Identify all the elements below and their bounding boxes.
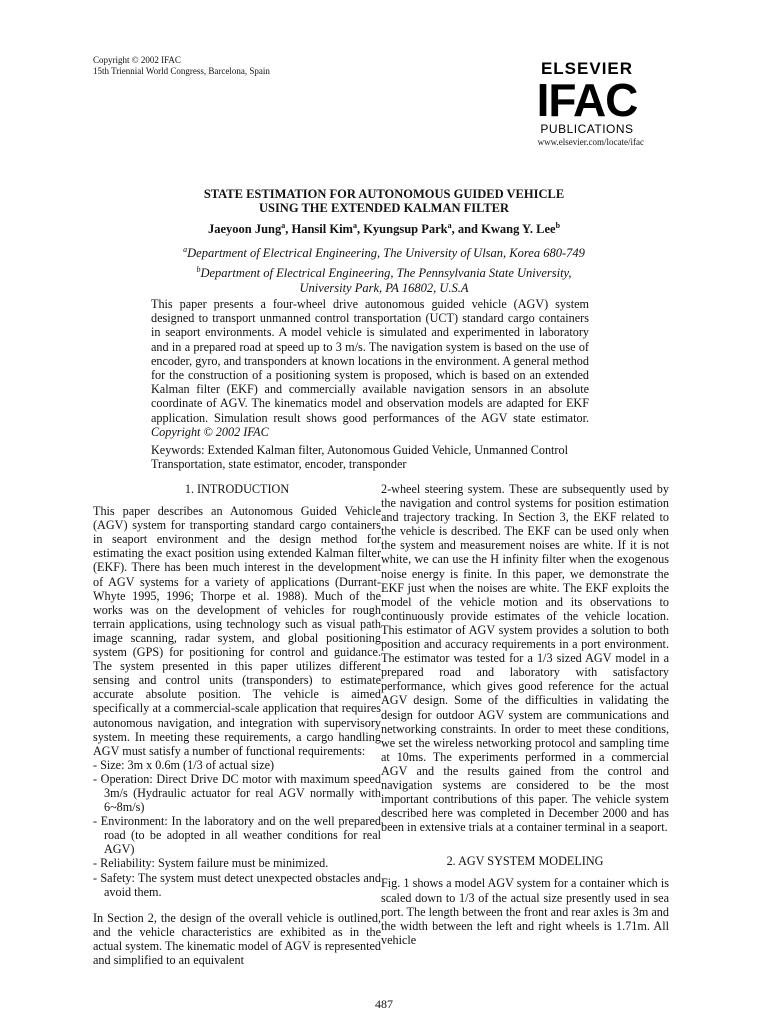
affiliation-a — [120, 242, 648, 262]
author-affil-mark: a — [281, 221, 286, 230]
abstract — [151, 297, 589, 439]
logo-publisher: ELSEVIER — [540, 59, 634, 78]
right-paragraph: 2-wheel steering system. These are subsequently used by the navigation and control systems for position estimation and trajectory tracking. In Section 3, the EKF related to the vehicle is described. The EKF can be used only when the system and measurement noises are white. If it is not white, we can use the H infinity filter when the exogenous noise energy is finite. In this paper, we demonstrate the EKF just when the noises are white. The EKF exploits the model of the vehicle motion and its observations to continuously provide estimates of the vehicle location. This estimator of AGV system provides a solution to both position and accuracy requirements in a port environment. The estimator was tested for a 1/3 sized AGV model in a prepared road and laboratory with satisfactory performance, which gives good reference for the actual AGV design. Some of the difficulties in validating the design for outdoor AGV system are communications and networking constraints. In order to meet these conditions, we set the wireless networking protocol and sampling time at 10ms. The experiments performed in a commercial AGV and the results gained from the control and navigation systems are considered to be the most important contributions of this paper. The vehicle system described here was completed in December 2000 and has been in extensive trials at a container terminal in a seaport. — [381, 482, 669, 835]
author-affil-mark: b — [555, 221, 561, 230]
author-name: Hansil Kim — [291, 222, 353, 237]
affiliations — [120, 242, 648, 297]
list-item: - Operation: Direct Drive DC motor with maximum speed 3m/s (Hydraulic actuator for real AGV normally with 6~8m/s) — [93, 771, 381, 815]
affiliation-b — [120, 262, 648, 282]
author-affil-mark: a — [352, 221, 357, 230]
section-1-heading: 1. INTRODUCTION — [184, 482, 290, 496]
abstract-copyright: Copyright © 2002 IFAC — [151, 424, 269, 439]
requirements-list — [93, 758, 381, 899]
publisher-url: www.elsevier.com/locate/ifac — [537, 137, 644, 147]
page-number: 487 — [375, 997, 393, 1011]
section-2-paragraph: Fig. 1 shows a model AGV system for a container which is scaled down to 1/3 of the actual size presently used in sea port. The length between the front and rear axles is 3m and the width between the left and right wheels is 1.71m. All vehicle — [381, 876, 669, 947]
elsevier-ifac-logo — [528, 60, 646, 136]
author-separator: , and — [451, 222, 482, 237]
intro-paragraph: This paper describes an Autonomous Guided Vehicle (AGV) system for transporting standard cargo containers in seaport environment and the design method for estimating the exact position using extended Kalman filter (EKF). There has been much interest in the development of AGV systems for a variety of applications (Durrant-Whyte 1995, 1996; Thorpe et al. 1988). Much of the works was on the development of vehicles for rough terrain applications, using technology such as visual path image scanning, radar system, and global positioning system (GPS) for positioning for control and guidance. The system presented in this paper utilizes different sensing and control units (transponders) to estimate accurate absolute position. The vehicle is aimed specifically at a commercial-scale application that requires autonomous navigation, and integration with supervisory system. In meeting these requirements, a cargo handling AGV must satisfy a number of functional requirements: — [93, 504, 381, 758]
keywords: Keywords: Extended Kalman filter, Autonomous Guided Vehicle, Unmanned Control Transportation, state estimator, encoder, transponder — [151, 443, 568, 472]
congress-line: 15th Triennial World Congress, Barcelona, Spain — [93, 66, 270, 76]
copyright-line: Copyright © 2002 IFAC — [93, 55, 181, 65]
author-separator: , — [285, 222, 292, 237]
author-separator: , — [356, 222, 364, 237]
list-item: - Reliability: System failure must be minimized. — [93, 856, 329, 871]
right-column — [381, 482, 669, 947]
author-name: Jaeyoon Jung — [207, 222, 282, 237]
section-2-heading: 2. AGV SYSTEM MODELING — [446, 854, 604, 869]
author-list — [120, 221, 648, 237]
list-item: - Environment: In the laboratory and on the well prepared road (to be adopted in all weather conditions for real AGV) — [93, 814, 381, 857]
affiliation-a-text: Department of Electrical Engineering, The University of Ulsan, Korea 680-749 — [187, 246, 585, 261]
affiliation-b-line-2: University Park, PA 16802, U.S.A — [299, 281, 469, 296]
affiliation-a-mark: a — [183, 245, 188, 254]
left-column — [93, 482, 381, 967]
affiliation-b-mark: b — [196, 264, 201, 274]
affiliation-b-text: Department of Electrical Engineering, The Pennsylvania State University, — [200, 265, 572, 280]
author-name: Kyungsup Park — [363, 222, 448, 237]
title-line-2: USING THE EXTENDED KALMAN FILTER — [258, 201, 510, 215]
author-name: Kwang Y. Lee — [481, 222, 556, 237]
list-item: - Size: 3m x 0.6m (1/3 of actual size) — [93, 757, 275, 772]
section-2-intro-paragraph: In Section 2, the design of the overall vehicle is outlined, and the vehicle characteristics are exhibited as in the actual system. The kinematic model of AGV is represented and simplified to an equivalent — [93, 910, 381, 967]
copyright-block — [93, 55, 393, 77]
logo-publications: PUBLICATIONS — [540, 122, 634, 136]
abstract-text: This paper presents a four-wheel drive autonomous guided vehicle (AGV) system designed to transport unmanned control transportation (UCT) standard cargo containers in seaport environments. A model vehicle is simulated and experimented in laboratory and in a prepared road at speed up to 3 m/s. The navigation system is based on the use of encoder, gyro, and transponders at known locations in the environment. A general method for the construction of a positioning system is proposed, which is based on an extended Kalman filter (EKF) and commercially available navigation sensors in an absolute coordinate of AGV. The kinematics model and observation models are adapted for EKF application. Simulation result shows good performances of the AGV state estimator. — [151, 297, 589, 425]
author-affil-mark: a — [447, 221, 452, 230]
list-item: - Safety: The system must detect unexpected obstacles and avoid them. — [93, 870, 381, 899]
title-line-1: STATE ESTIMATION FOR AUTONOMOUS GUIDED VEHICLE — [203, 187, 565, 201]
logo-brand: IFAC — [536, 74, 638, 126]
paper-title — [120, 187, 648, 215]
